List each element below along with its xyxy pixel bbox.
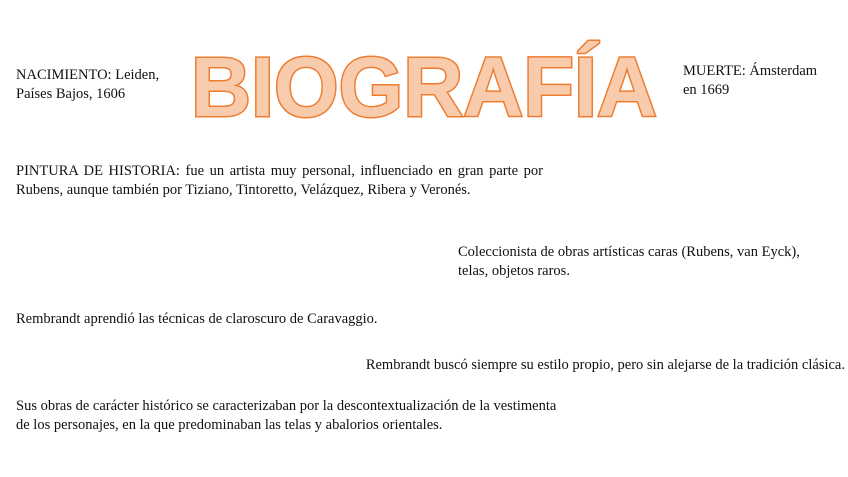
own-style-paragraph: Rembrandt buscó siempre su estilo propio, pero sin alejarse de la tradición clásica.	[365, 357, 845, 373]
collector-paragraph	[458, 243, 843, 281]
title-text: BIOGRAFÍA	[191, 40, 657, 130]
collector-line-2: telas, objetos raros.	[458, 263, 570, 279]
historic-works-paragraph	[16, 397, 636, 435]
death-line-2: en 1669	[683, 82, 730, 98]
birth-line-1: NACIMIENTO: Leiden,	[16, 67, 160, 83]
birth-info	[16, 66, 186, 104]
death-line-1: MUERTE: Ámsterdam	[683, 63, 818, 79]
death-info	[683, 62, 843, 100]
collector-line-1: Coleccionista de obras artísticas caras (Rubens, van Eyck),	[458, 244, 800, 260]
history-painting-paragraph: PINTURA DE HISTORIA: fue un artista muy personal, influenciado en gran parte por Rubens, aunque también por Tiziano, Tintoretto, Velázquez, Ribera y Veronés.	[16, 163, 543, 198]
slide-title	[184, 34, 664, 130]
birth-line-2: Países Bajos, 1606	[16, 86, 126, 102]
historic-works-line-2: de los personajes, en la que predominaban las telas y abalorios orientales.	[16, 417, 443, 433]
historic-works-line-1: Sus obras de carácter histórico se caracterizaban por la descontextualización de la vestimenta	[16, 398, 557, 414]
chiaroscuro-paragraph: Rembrandt aprendió las técnicas de claroscuro de Caravaggio.	[16, 311, 378, 327]
